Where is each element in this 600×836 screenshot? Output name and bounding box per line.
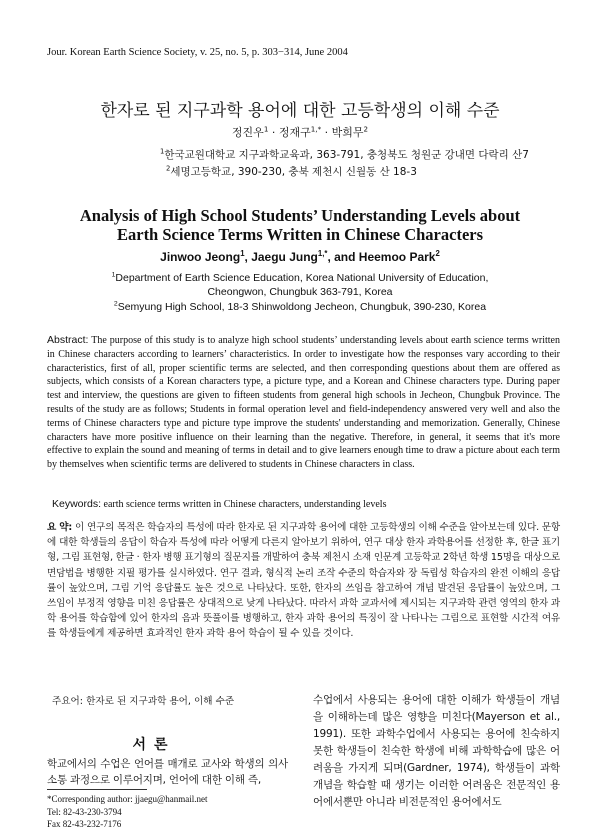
english-affiliation-1 bbox=[0, 271, 600, 299]
korean-keywords bbox=[52, 693, 234, 707]
english-author-3: Heemoo Park bbox=[358, 250, 436, 264]
keywords bbox=[52, 498, 386, 510]
korean-author-1-sup: 1 bbox=[263, 124, 269, 134]
english-author-3-sup: 2 bbox=[435, 249, 440, 258]
abstract bbox=[47, 334, 560, 472]
english-affiliation-1-line-2: Cheongwon, Chungbuk 363-791, Korea bbox=[207, 286, 393, 298]
english-affiliation-1-text: Department of Earth Science Education, Korea National University of Education, bbox=[115, 272, 489, 284]
section-title: 서론 bbox=[132, 737, 176, 753]
right-column-paragraph: 수업에서 사용되는 용어에 대한 이해가 학생들이 개념을 이해하는데 많은 영향을 미친다(Mayerson et al., 1991). 또한 과학수업에서 사용되는 용어에 친숙하지 못한 학생들이 친숙한 학생에 비해 과학학습에 많은 어려움을 가지게 되며(Gardner, 1974), 학생들이 과학 개념을 학습할 때 생기는 이러한 어려움은 전문적인 용어에서뿐만 아니라 비전문적인 용어에서도 bbox=[313, 694, 560, 808]
footnote-tel: Tel: 82-43-230-3794 bbox=[47, 806, 122, 817]
english-affiliation-1-sup: 1 bbox=[111, 271, 116, 279]
footnote bbox=[47, 793, 288, 831]
korean-author-1: 정진우 bbox=[231, 126, 264, 139]
author-separator: · bbox=[321, 126, 332, 139]
english-author-1: Jinwoo Jeong bbox=[160, 250, 241, 264]
korean-affiliation-1-sup: 1 bbox=[160, 147, 165, 156]
english-affiliation-2-text: Semyung High School, 18-3 Shinwoldong Jecheon, Chungbuk, 390-230, Korea bbox=[117, 301, 487, 313]
korean-abstract bbox=[47, 520, 560, 642]
author-separator: · bbox=[268, 126, 279, 139]
english-title bbox=[0, 206, 600, 244]
footnote-corresponding-author: *Corresponding author: jjaegu@hanmail.net bbox=[47, 794, 208, 804]
intro-paragraph: 학교에서의 수업은 언어를 매개로 교사와 학생의 의사소통 과정으로 이루어지며, 언어에 대한 이해 즉, bbox=[47, 758, 288, 786]
author-separator: , bbox=[244, 250, 252, 264]
korean-title: 한자로 된 지구과학 용어에 대한 고등학생의 이해 수준 bbox=[100, 101, 500, 121]
english-authors bbox=[0, 250, 600, 264]
journal-header: Jour. Korean Earth Science Society, v. 25, no. 5, p. 303−314, June 2004 bbox=[47, 47, 348, 58]
footnote-divider bbox=[47, 789, 147, 790]
korean-affiliation-2-sup: 2 bbox=[166, 164, 171, 173]
english-title-line-1: Analysis of High School Students’ Understanding Levels about bbox=[79, 206, 521, 225]
korean-abstract-text: 이 연구의 목적은 학습자의 특성에 따라 한자로 된 지구과학 용어에 대한 고등학생의 이해 수준을 알아보는데 있다. 문항에 대한 학생들의 응답이 학습자 특성에 따라 어떻게 다른지 알아보기 위하여, 연구 대상 한자 과학용어를 선정한 후, 한글 표기형, 그림 표현형, 한글 · 한자 병행 표기형의 질문지를 개발하여 충북 제천시 소재 인문계 고등학교 2학년 학생 15명을 대상으로 면담법을 병행한 지필 평가를 실시하였다. 연구 결과, 형식적 논리 조작 수준의 학습자와 장 독립성 학습자의 완전 이해의 응답률이 높았으며, 그림 기억 응답률도 높은 것으로 나타났다. 또한, 한자의 쓰임을 참고하여 개념 발견된 응답률이 높았으며, 그 쓰임이 부정적 영향을 미친 응답률은 상대적으로 낮게 나타났다. 따라서 과학 교과서에 제시되는 지구과학 관련 영역의 한자 과학 용어를 학습함에 있어 한자의 음과 뜻풀이를 병행하고, 한자 과학 용어의 특징이 잘 나타나는 그림으로 표현할 시간적 여유를 학생들에게 제공하면 효과적인 한자 과학 용어 학습이 될 수 있을 것이다. bbox=[47, 522, 560, 640]
korean-keywords-label: 주요어: bbox=[52, 696, 84, 707]
abstract-label: Abstract: bbox=[47, 334, 89, 346]
english-author-2-sup: 1,* bbox=[317, 249, 328, 258]
korean-abstract-label: 요 약: bbox=[47, 522, 72, 533]
korean-author-3-sup: 2 bbox=[363, 124, 369, 134]
author-separator: , and bbox=[327, 250, 359, 264]
footnote-fax: Fax 82-43-232-7176 bbox=[47, 819, 122, 829]
english-title-line-2: Earth Science Terms Written in Chinese Characters bbox=[116, 225, 484, 244]
english-affiliation-1-line-1 bbox=[0, 271, 600, 285]
korean-author-2: 정재구 bbox=[278, 126, 311, 139]
korean-author-3: 박희무 bbox=[331, 126, 364, 139]
korean-authors bbox=[0, 124, 600, 140]
korean-affiliation-2-text: 세명고등학교, 390-230, 충북 제천시 신월동 산 18-3 bbox=[170, 166, 417, 178]
english-author-1-sup: 1 bbox=[240, 249, 245, 258]
english-author-2: Jaegu Jung bbox=[251, 250, 318, 264]
english-affiliation-2-sup: 2 bbox=[113, 300, 118, 308]
abstract-text: The purpose of this study is to analyze high school students’ understanding levels about earth science terms written in Chinese characters according to learners’ characteristics. In order to investigate how the responses vary according to their characteristics, first of all, proper scientific terms are selected, and then corresponding questions about them are offered as subjects, which consists of a Korean characters type, a picture type, and a Korean and Chinese characters type. During paper test and interview, the questions are given to fifteen students from general high schools in Jecheon, Chungbuk Province. The results of the study are as follows; Students in formal operation level and field-independency answered very well and also the terms of Chinese characters type and picture type improve the students' understanding and memorization. Generally, Chinese characters have more positive influence on their learning than the negative. Therefore, in general, it seems that it's more effective to explain the sound and meaning of terms in detail and to give learners enough time to draw a picture about each term by themselves when scientific terms are delivered to students in Chinese characters in class. bbox=[47, 335, 560, 471]
korean-affiliation-1 bbox=[160, 147, 529, 162]
english-affiliation-2 bbox=[0, 300, 600, 314]
keywords-text: earth science terms written in Chinese characters, understanding levels bbox=[103, 499, 387, 510]
korean-affiliation-2 bbox=[166, 164, 417, 179]
keywords-label: Keywords: bbox=[52, 498, 102, 510]
korean-affiliation-1-text: 한국교원대학교 지구과학교육과, 363-791, 충청북도 청원군 강내면 다락리 산7 bbox=[164, 149, 529, 161]
korean-keywords-text: 한자로 된 지구과학 용어, 이해 수준 bbox=[86, 696, 235, 707]
korean-author-2-sup: 1,* bbox=[310, 124, 322, 134]
